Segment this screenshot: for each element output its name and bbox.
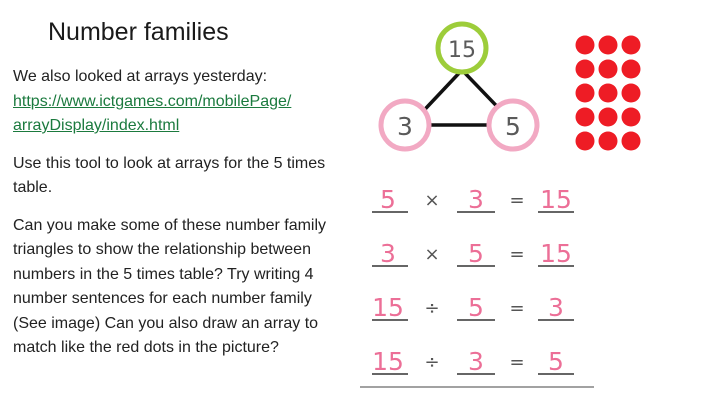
equation-term-b: 5 xyxy=(468,239,484,268)
equation-operator: × xyxy=(424,190,440,211)
triangle-top-number: 15 xyxy=(448,38,476,63)
link-line-2: arrayDisplay/index.html xyxy=(13,117,180,134)
array-dot xyxy=(576,108,595,127)
array-dot xyxy=(576,132,595,151)
equation-term-b: 3 xyxy=(468,185,484,214)
link-line-1: https://www.ictgames.com/mobilePage/ xyxy=(13,92,292,110)
equation-result: 5 xyxy=(548,347,564,376)
equation-operator: ÷ xyxy=(424,352,440,373)
number-sentence xyxy=(372,347,574,376)
equation-term-a: 15 xyxy=(372,347,404,376)
array-dot xyxy=(576,36,595,55)
triangle-right-number: 5 xyxy=(505,112,521,141)
array-dot xyxy=(622,36,641,55)
array-dot xyxy=(622,60,641,79)
equation-term-a: 15 xyxy=(372,293,404,322)
slide-title: Number families xyxy=(48,18,229,46)
equals-sign: = xyxy=(509,352,525,373)
array-dot xyxy=(599,60,618,79)
equation-result: 15 xyxy=(540,185,572,214)
equation-result: 3 xyxy=(548,293,564,322)
equation-term-a: 3 xyxy=(380,239,396,268)
number-family-triangle xyxy=(365,20,575,170)
equation-result: 15 xyxy=(540,239,572,268)
equals-sign: = xyxy=(509,298,525,319)
instruction-text xyxy=(13,65,348,361)
array-dot xyxy=(622,84,641,103)
equation-term-b: 5 xyxy=(468,293,484,322)
array-dot xyxy=(599,36,618,55)
array-dot xyxy=(622,108,641,127)
question-paragraph: Can you make some of these number family triangles to show the relationship between numbers in the 5 times table? Try writing 4 number sentences for each number family (See image) Can you also draw an array to match like the red dots in the picture? xyxy=(13,216,327,356)
intro-paragraph xyxy=(13,65,348,139)
number-sentence xyxy=(372,239,574,268)
number-sentences xyxy=(360,178,600,393)
array-dot xyxy=(599,108,618,127)
equals-sign: = xyxy=(509,190,525,211)
red-dot-array xyxy=(573,33,653,153)
equation-operator: ÷ xyxy=(424,298,440,319)
triangle-left-number: 3 xyxy=(397,112,413,141)
array-dot xyxy=(576,60,595,79)
array-dot xyxy=(622,132,641,151)
array-dot xyxy=(576,84,595,103)
equals-sign: = xyxy=(509,244,525,265)
number-sentence xyxy=(372,185,574,214)
equation-term-b: 3 xyxy=(468,347,484,376)
number-sentence xyxy=(372,293,574,322)
ictgames-link[interactable] xyxy=(13,90,348,139)
array-dot xyxy=(599,84,618,103)
intro-text: We also looked at arrays yesterday: xyxy=(13,68,268,85)
tool-paragraph: Use this tool to look at arrays for the 5 times table. xyxy=(13,154,326,196)
equation-term-a: 5 xyxy=(380,185,396,214)
array-dot xyxy=(599,132,618,151)
equation-operator: × xyxy=(424,244,440,265)
